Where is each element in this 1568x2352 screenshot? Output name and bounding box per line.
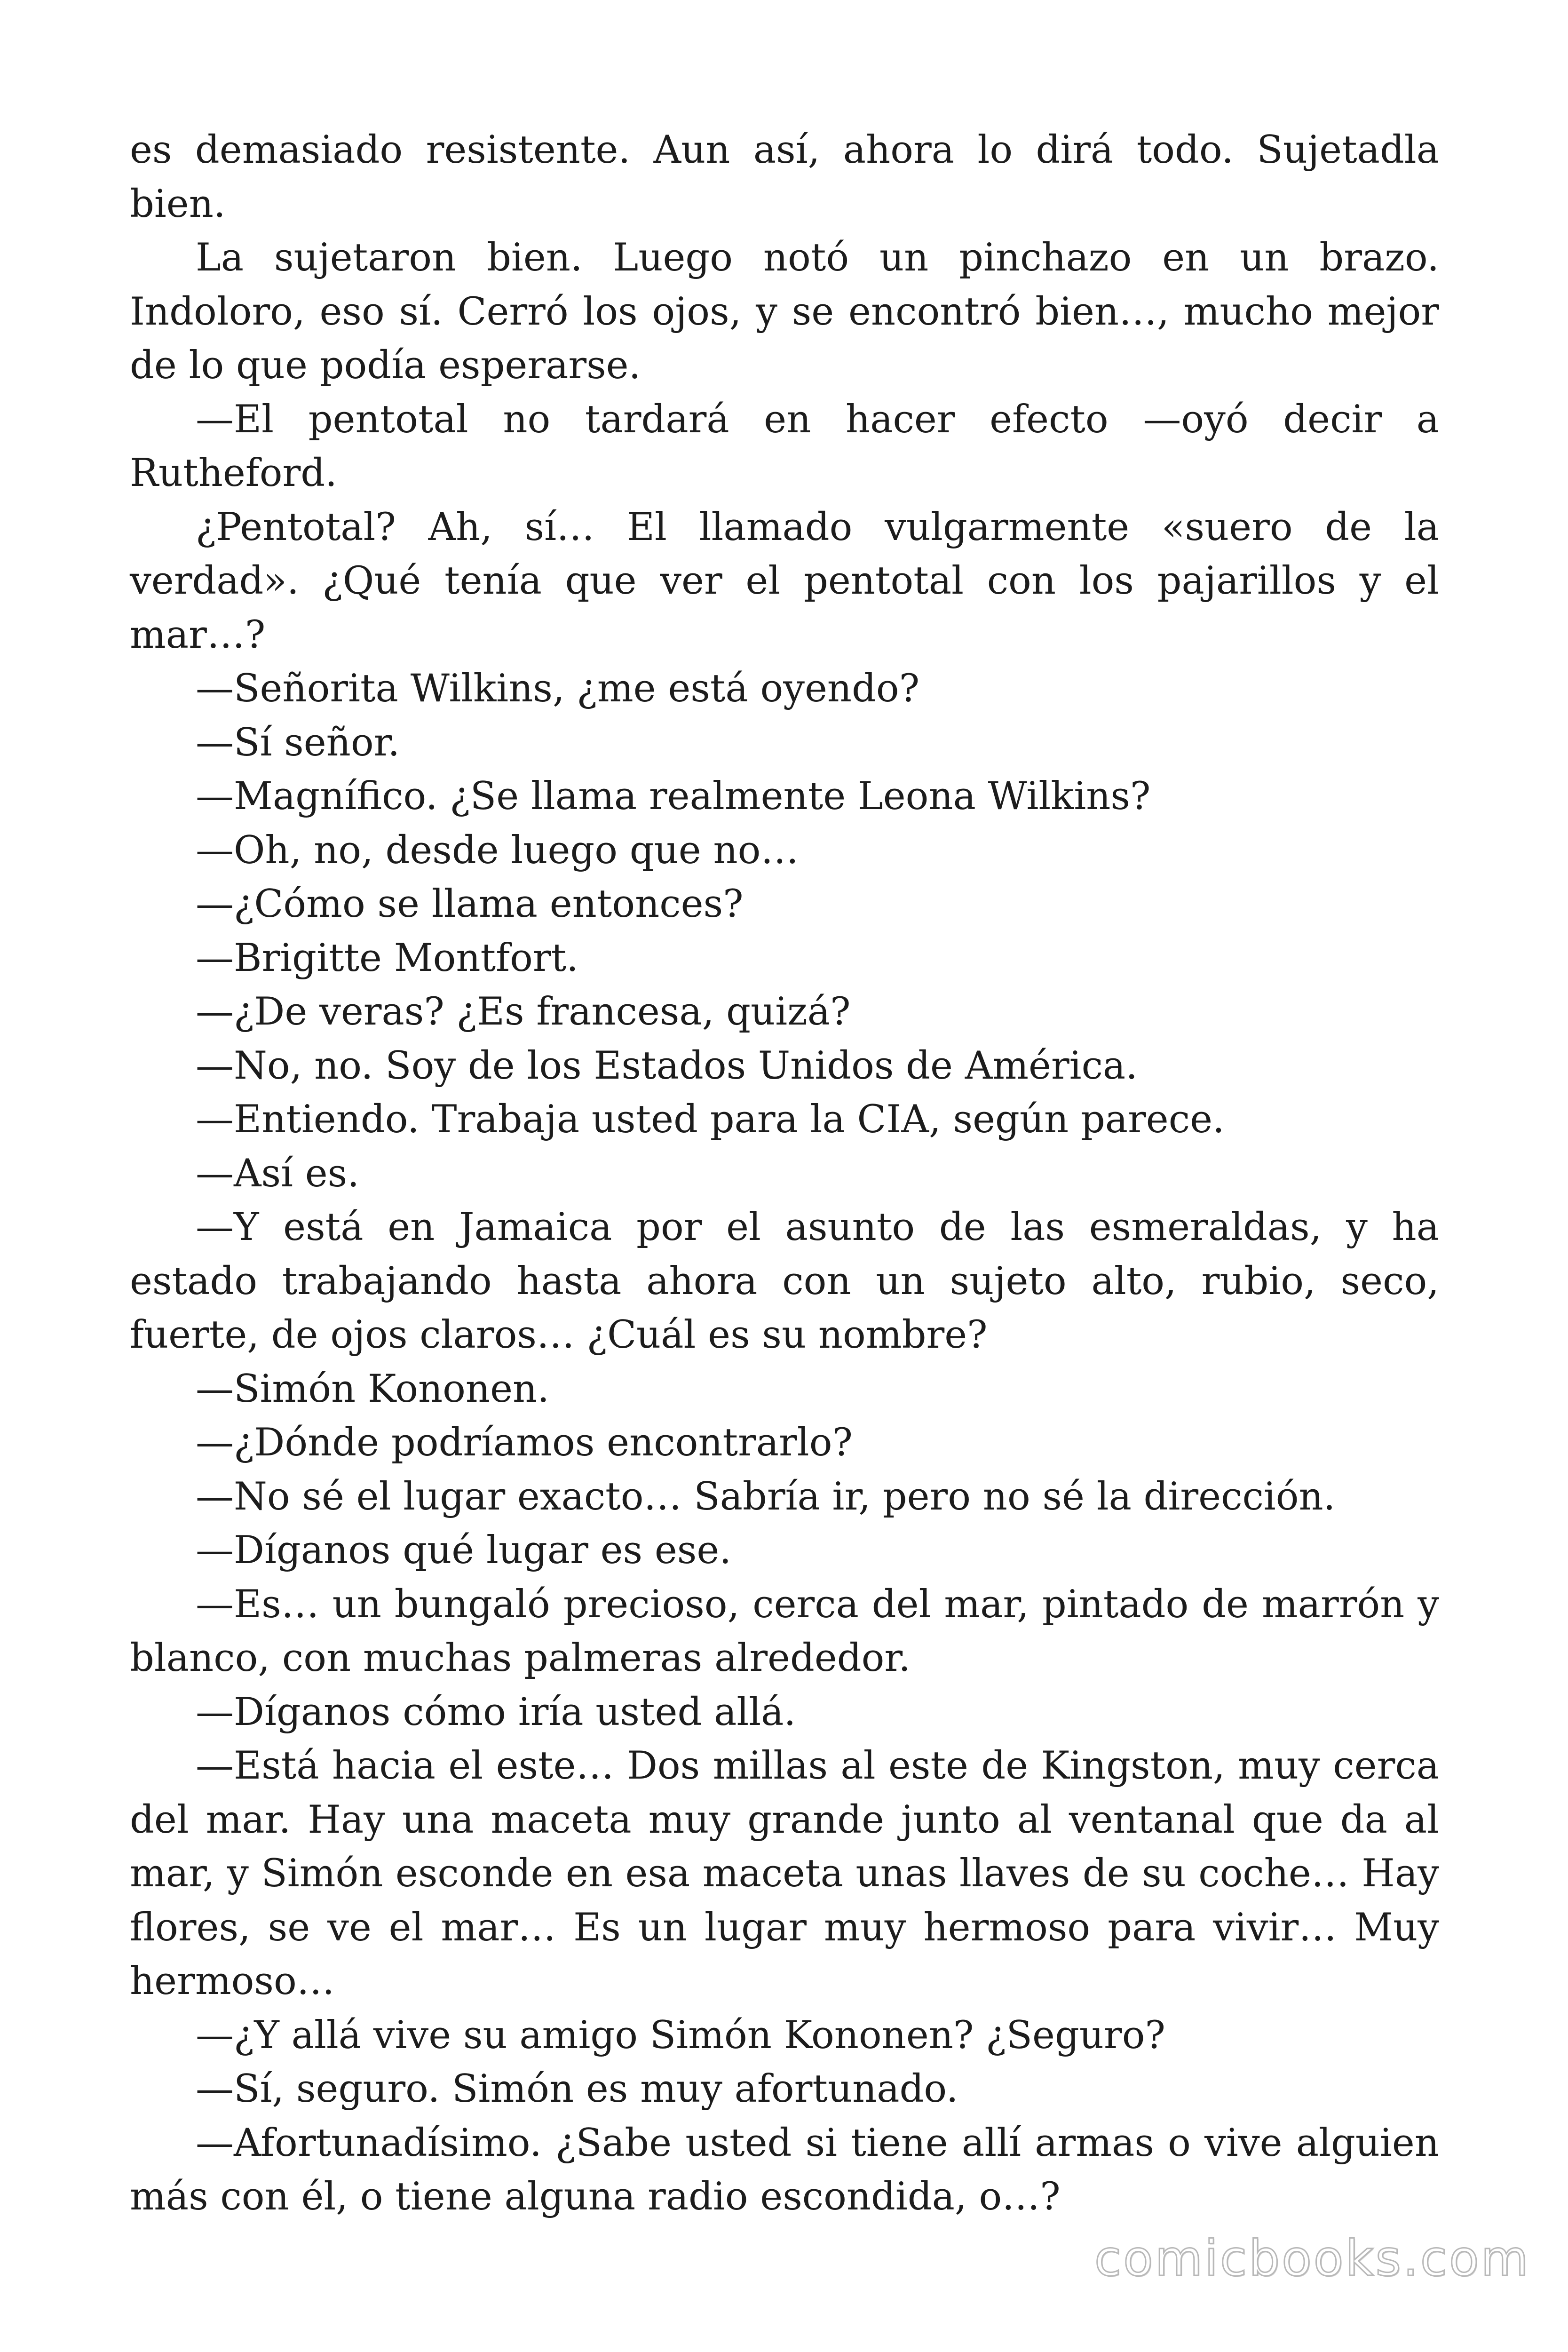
paragraph-9: —¿Cómo se llama entonces?	[196, 882, 744, 926]
paragraph-16: —Simón Kononen.	[196, 1367, 549, 1411]
paragraph-10: —Brigitte Montfort.	[196, 936, 578, 980]
paragraph-13: —Entiendo. Trabaja usted para la CIA, según parece.	[196, 1097, 1225, 1142]
paragraph-15: —Y está en Jamaica por el asunto de las esmeraldas, y ha estado trabajando hasta ahora con un sujeto alto, rubio, seco, fuerte, de ojos claros… ¿Cuál es su nombre?	[130, 1205, 1439, 1357]
paragraph-19: —Díganos qué lugar es ese.	[196, 1528, 732, 1573]
paragraph-2: La sujetaron bien. Luego notó un pinchazo en un brazo. Indoloro, eso sí. Cerró los ojos, y se encontró bien…, mucho mejor de lo que podía esperarse.	[130, 236, 1439, 388]
paragraph-6: —Sí señor.	[196, 720, 400, 765]
paragraph-8: —Oh, no, desde luego que no…	[196, 828, 799, 873]
paragraph-12: —No, no. Soy de los Estados Unidos de América.	[196, 1043, 1138, 1088]
paragraph-14: —Así es.	[196, 1151, 359, 1196]
paragraph-17: —¿Dónde podríamos encontrarlo?	[196, 1421, 853, 1465]
paragraph-24: —Sí, seguro. Simón es muy afortunado.	[196, 2067, 958, 2111]
paragraph-18: —No sé el lugar exacto… Sabría ir, pero no sé la dirección.	[196, 1474, 1336, 1519]
page-text	[130, 123, 1439, 2224]
paragraph-23: —¿Y allá vive su amigo Simón Kononen? ¿Seguro?	[196, 2013, 1165, 2058]
paragraph-21: —Díganos cómo iría usted allá.	[196, 1690, 796, 1734]
paragraph-5: —Señorita Wilkins, ¿me está oyendo?	[196, 667, 920, 711]
paragraph-22: —Está hacia el este… Dos millas al este de Kingston, muy cerca del mar. Hay una maceta muy grande junto al ventanal que da al mar, y Simón esconde en esa maceta unas llaves de su coche… Hay flores, se ve el mar… Es un lugar muy hermoso para vivir… Muy hermoso…	[130, 1744, 1439, 2003]
paragraph-4: ¿Pentotal? Ah, sí… El llamado vulgarmente «suero de la verdad». ¿Qué tenía que ver el pentotal con los pajarillos y el mar…?	[130, 505, 1439, 657]
paragraph-25: —Afortunadísimo. ¿Sabe usted si tiene allí armas o vive alguien más con él, o tiene alguna radio escondida, o…?	[130, 2121, 1439, 2219]
paragraph-11: —¿De veras? ¿Es francesa, quizá?	[196, 990, 851, 1034]
paragraph-1: es demasiado resistente. Aun así, ahora lo dirá todo. Sujetadla bien.	[130, 128, 1439, 226]
paragraph-20: —Es… un bungaló precioso, cerca del mar, pintado de marrón y blanco, con muchas palmeras alrededor.	[130, 1582, 1439, 1680]
watermark-text: comicbooks.com	[1094, 2230, 1530, 2287]
paragraph-7: —Magnífico. ¿Se llama realmente Leona Wilkins?	[196, 774, 1151, 818]
paragraph-3: —El pentotal no tardará en hacer efecto —oyó decir a Rutheford.	[130, 397, 1439, 495]
